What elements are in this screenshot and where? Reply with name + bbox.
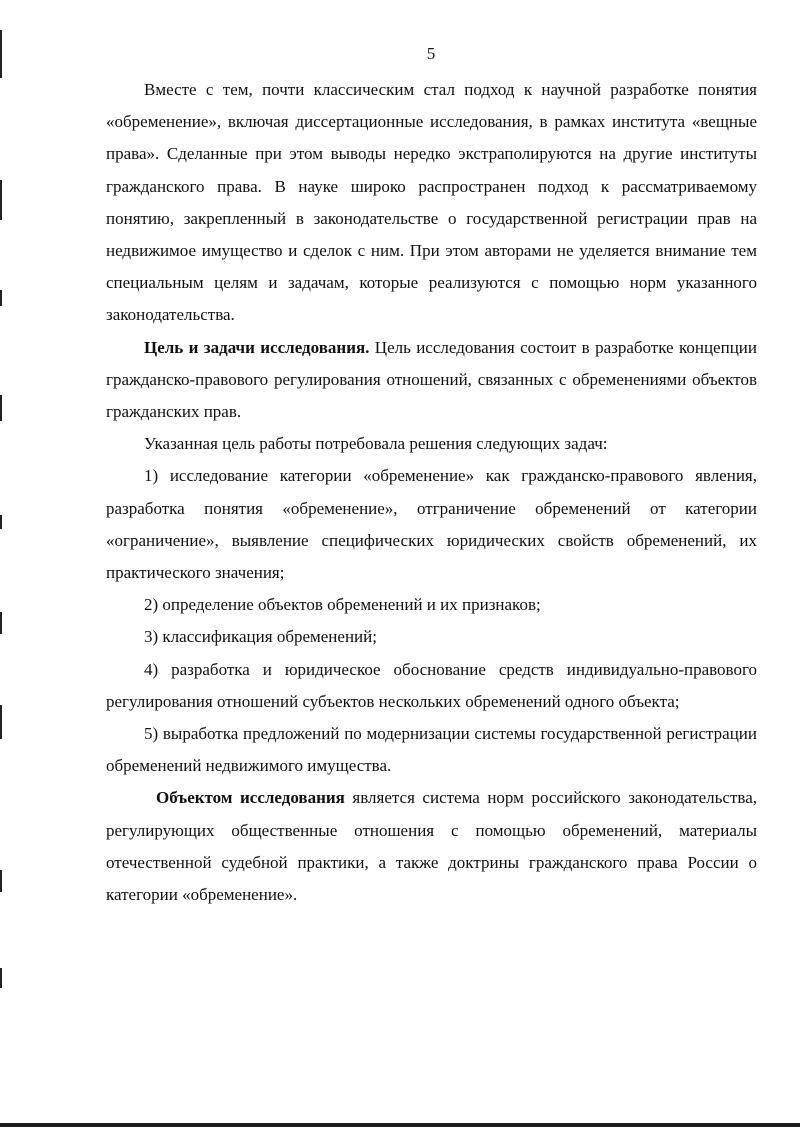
task-item-3 bbox=[106, 621, 757, 653]
paragraph-text: Указанная цель работы потребовала решения следующих задач: bbox=[144, 434, 608, 454]
task-item-5 bbox=[106, 718, 757, 782]
bottom-rule bbox=[0, 1123, 800, 1127]
paragraph-text: 3) классификация обременений; bbox=[144, 627, 377, 647]
paragraph-tasks-lead bbox=[106, 428, 757, 460]
scan-edge-mark bbox=[0, 30, 2, 78]
scan-edge-mark bbox=[0, 395, 2, 421]
scan-edge-mark bbox=[0, 705, 2, 739]
paragraph-text: Вместе с тем, почти классическим стал подход к научной разработке понятия «обременение», включая диссертационные исследования, в рамках института «вещные права». Сделанные при этом выводы нередко экстраполируются на другие институты гражданского права. В науке широко распространен подход к рассматриваемому понятию, закрепленный в законодательстве о государственной регистрации прав на недвижимое имущество и сделок с ним. При этом авторами не уделяется внимание тем специальным целям и задачам, которые реализуются с помощью норм указанного законодательства. bbox=[106, 80, 757, 325]
scan-edge-mark bbox=[0, 968, 2, 988]
paragraph-text: 2) определение объектов обременений и их признаков; bbox=[144, 595, 541, 615]
paragraph-text: Цель исследования состоит в разработке концепции гражданско-правового регулирования отношений, связанных с обременениями объектов гражданских прав. bbox=[106, 337, 757, 422]
paragraph-intro bbox=[106, 74, 757, 332]
scan-edge-mark bbox=[0, 612, 2, 634]
task-item-1 bbox=[106, 460, 757, 589]
task-item-2 bbox=[106, 589, 757, 621]
scan-edge-mark bbox=[0, 870, 2, 892]
paragraph-heading: Объектом исследования bbox=[156, 788, 345, 808]
paragraph-text: 5) выработка предложений по модернизации системы государственной регистрации обременений недвижимого имущества. bbox=[106, 724, 757, 776]
paragraph-object bbox=[106, 782, 757, 911]
paragraph-goal bbox=[106, 332, 757, 429]
paragraph-text: 4) разработка и юридическое обоснование средств индивидуально-правового регулирования отношений субъектов нескольких обременений одного объекта; bbox=[106, 659, 757, 711]
scan-edge-mark bbox=[0, 290, 2, 306]
task-item-4 bbox=[106, 654, 757, 718]
document-body bbox=[106, 74, 757, 911]
scan-edge-mark bbox=[0, 515, 2, 529]
paragraph-text: 1) исследование категории «обременение» как гражданско-правового явления, разработка понятия «обременение», отграничение обременений от категории «ограничение», выявление специфических юридических свойств обременений, их практического значения; bbox=[106, 466, 757, 583]
scan-edge-mark bbox=[0, 180, 2, 220]
paragraph-heading: Цель и задачи исследования. bbox=[144, 337, 370, 357]
page-number: 5 bbox=[426, 44, 436, 63]
paragraph-text: является система норм российского законодательства, регулирующих общественные отношения с помощью обременений, материалы отечественной судебной практики, а также доктрины гражданского права России о категории «обременение». bbox=[106, 788, 757, 905]
